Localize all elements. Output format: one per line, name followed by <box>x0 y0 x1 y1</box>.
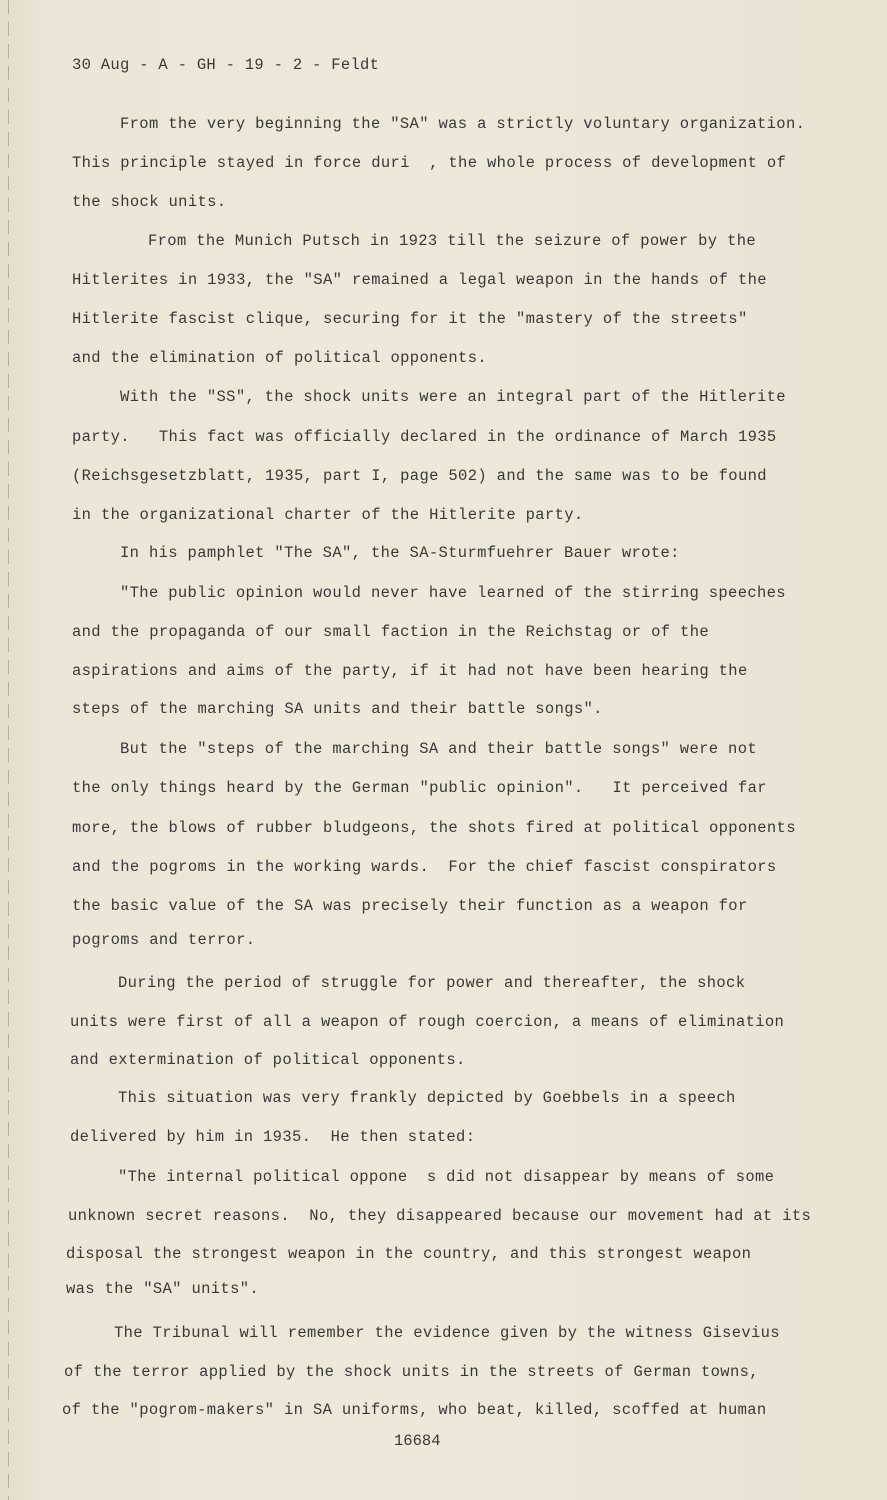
text-line: and the elimination of political opponents. <box>72 349 488 367</box>
text-line: From the Munich Putsch in 1923 till the seizure of power by the <box>148 232 757 250</box>
text-line: Hitlerites in 1933, the "SA" remained a legal weapon in the hands of the <box>72 271 767 289</box>
text-line: This principle stayed in force duri , the whole process of development of <box>72 154 787 172</box>
text-line: "The public opinion would never have learned of the stirring speeches <box>120 584 786 602</box>
page-number: 16684 <box>394 1432 441 1450</box>
document-header: 30 Aug - A - GH - 19 - 2 - Feldt <box>72 56 380 74</box>
text-line: From the very beginning the "SA" was a strictly voluntary organization. <box>120 115 806 133</box>
text-line: The Tribunal will remember the evidence given by the witness Gisevius <box>114 1324 780 1342</box>
text-line: In his pamphlet "The SA", the SA-Sturmfuehrer Bauer wrote: <box>120 544 680 562</box>
text-line: Hitlerite fascist clique, securing for it the "mastery of the streets" <box>72 310 748 328</box>
text-line: aspirations and aims of the party, if it had not have been hearing the <box>72 662 748 680</box>
text-line: more, the blows of rubber bludgeons, the shots fired at political opponents <box>72 819 796 837</box>
text-line: of the terror applied by the shock units in the streets of German towns, <box>64 1363 759 1381</box>
text-line: pogroms and terror. <box>72 931 256 949</box>
text-line: steps of the marching SA units and their battle songs". <box>72 700 603 718</box>
text-line: the shock units. <box>72 193 227 211</box>
text-line: During the period of struggle for power and thereafter, the shock <box>118 974 746 992</box>
text-line: the only things heard by the German "public opinion". It perceived far <box>72 779 767 797</box>
text-line: With the "SS", the shock units were an integral part of the Hitlerite <box>120 388 786 406</box>
text-line: and the propaganda of our small faction in the Reichstag or of the <box>72 623 709 641</box>
text-line: the basic value of the SA was precisely their function as a weapon for <box>72 897 748 915</box>
text-line: (Reichsgesetzblatt, 1935, part I, page 502) and the same was to be found <box>72 467 767 485</box>
text-line: This situation was very frankly depicted by Goebbels in a speech <box>118 1089 736 1107</box>
text-line: party. This fact was officially declared in the ordinance of March 1935 <box>72 428 777 446</box>
text-line: of the "pogrom-makers" in SA uniforms, who beat, killed, scoffed at human <box>62 1401 767 1419</box>
text-line: But the "steps of the marching SA and their battle songs" were not <box>120 740 757 758</box>
text-line: "The internal political oppone s did not disappear by means of some <box>118 1168 775 1186</box>
text-line: unknown secret reasons. No, they disappeared because our movement had at its <box>68 1207 812 1225</box>
text-line: units were first of all a weapon of rough coercion, a means of elimination <box>70 1013 785 1031</box>
text-line: delivered by him in 1935. He then stated: <box>70 1128 476 1146</box>
text-line: and the pogroms in the working wards. For the chief fascist conspirators <box>72 858 777 876</box>
text-line: and extermination of political opponents. <box>70 1051 466 1069</box>
left-margin-edge <box>8 0 9 1500</box>
text-line: was the "SA" units". <box>66 1280 260 1298</box>
text-line: in the organizational charter of the Hitlerite party. <box>72 506 584 524</box>
text-line: disposal the strongest weapon in the country, and this strongest weapon <box>66 1245 752 1263</box>
